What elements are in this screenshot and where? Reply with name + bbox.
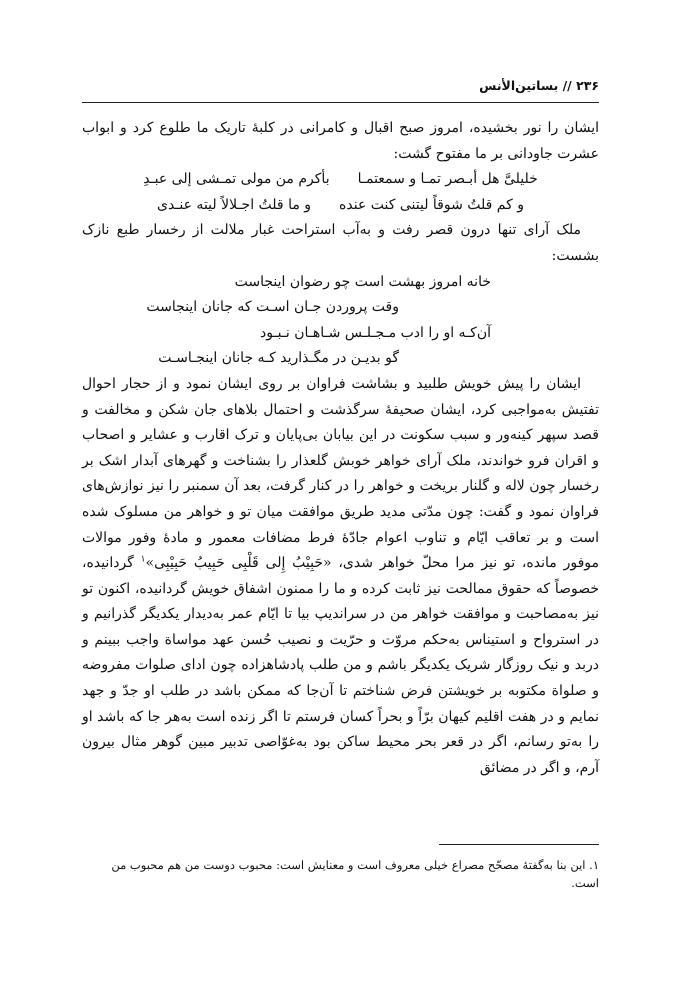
- arabic-verse-line-2: [82, 193, 599, 219]
- header-rule: [82, 102, 599, 103]
- paragraph-1: ایشان را نور بخشیده، امروز صبح اقبال و کامرانی در کلبهٔ تاریک ما طلوع کرد و ابواب عشرت جاودانی بر ما مفتوح گشت:: [82, 120, 599, 162]
- footnote-reference: ۱: [140, 554, 146, 565]
- paragraph-3: [82, 372, 599, 782]
- running-header: ۲۳۶ // بساتین‌الأنس: [479, 78, 599, 93]
- footnote-rule: [439, 844, 599, 845]
- persian-hemistich-4: گو بدیـن در مگـذارید کـه جانان اینجـاسـت: [158, 350, 399, 367]
- persian-verse-line-1: [82, 270, 599, 296]
- persian-verse-line-2: [82, 295, 599, 321]
- paragraph-3-part-1: ایشان را پیش خویش طلبید و بشاشت فراوان بر روی ایشان نمود و از حجار احوال تفتیش به‌مواجبی کرد، ایشان صحیفهٔ سرگذشت و احتمال بلاهای جان شکن و مخالفت و قصد سپهر کینه‌ور و سبب سکونت در این بیابان بی‌پایان و ترک اقارب و عشایر و اصحاب و اقران فرو خواندند، ملک آرای خواهر خوبش گلعذار را بشناخت و گهرهای آبدار اشک بر رخسار چون لاله و گلنار بریخت و خواهر را در کنار گرفت، بعد آن سمنبر را نیز نوازش‌های فراوان نمود و گفت: چون مدّتی مدید طریق موافقت میان تو و خواهر من مسلوک شده است و بر تعاقب ایّام و تناوب اعوام جادّهٔ فرط مضافات معمور و مادهٔ وفور موالات موفور مانده، تو نیز مرا محلّ خواهر شدی، «حَبِیْبُ إِلی قَلْبِی حَبِیبُ حَبِیْبِی»: [82, 375, 599, 572]
- persian-hemistich-2: وقت پروردن جـان اسـت که جانان اینجاست: [146, 299, 399, 316]
- arabic-verse-line-1: [82, 167, 599, 193]
- footnote: ۱. این بنا به‌گفتهٔ مصحّح مصراع خیلی معروف است و معنایش است: محبوب دوست من هم محبوب من است.: [111, 858, 599, 890]
- arabic-hemistich-1a: خلیلیَّ هل أبـصر تمـا و سمعتمـا: [357, 171, 538, 188]
- arabic-hemistich-1b: بأكرم من مولی تمـشی إلی عبـدِ: [143, 171, 330, 188]
- arabic-hemistich-2b: و ما قلتُ اجـلالاً لیته عنـدی: [157, 196, 312, 213]
- main-text: [82, 116, 599, 781]
- paragraph-3-part-2: گردانیده، خصوصاً که حقوق ممالحت نیز ثابت کرده و ما را ممنون اشفاق خویش گردانیده، اکنون تو نیز به‌مصاحبت و موافقت خواهر من در سراندیپ بیا تا ایّام عمر به‌دیدار یکدیگر گذرانیم و در استرواح و استیناس به‌حکم مروّت و حرّیت و نصیب حُسن عهد مواساة واجب ببینم و دربد و نیک روزگار شریک یکدیگر باشم و من طلب پادشاهزاده چون ادای صلوات مفروضه و صلواة مکتوبه بر خویشتن فرض شناختم تا آن‌جا که ممکن باشد در طلب او جدّ و جهد نمایم و در هفت اقلیم کیهان برّاً و بحراً کسان فرستم تا اگر زنده است به‌هر جا که باشد او را به‌تو رسانم، اگر در قعر بحر محیط ساکن بود به‌غوّاصی تدبیر مبین گوهر مثال بیرون آرم، و اگر در مضائق: [82, 555, 599, 776]
- persian-hemistich-1: خانه امروز بهشت است چو رضوان اینجاست: [234, 273, 491, 290]
- paragraph-2: ملک آرای تنها درون قصر رفت و به‌آب استراحت غبار ملالت از رخسار طبع نازک بشست:: [82, 222, 599, 264]
- persian-verse-line-4: [82, 346, 599, 372]
- persian-verse-line-3: [82, 321, 599, 347]
- arabic-hemistich-2a: و كم قلتُ شوقاً لیتنی كنت عنده: [339, 196, 524, 213]
- persian-hemistich-3: آن‌کـه او را ادب مـجـلـس شـاهـان نـبـود: [260, 324, 491, 341]
